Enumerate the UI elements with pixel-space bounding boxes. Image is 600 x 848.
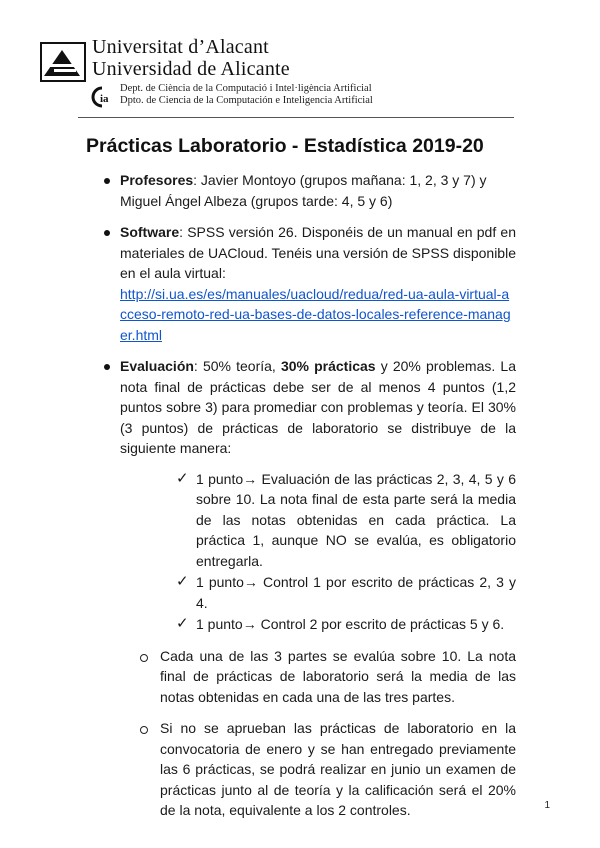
- dccia-logo-icon: [90, 86, 116, 108]
- evaluacion-bold-practicas: 30% prácticas: [280, 358, 376, 374]
- page-title: Prácticas Laboratorio - Estadística 2019-20: [86, 135, 484, 157]
- page-number: 1: [544, 800, 550, 811]
- header-divider: [78, 117, 514, 118]
- svg-text:ia: ia: [100, 93, 109, 105]
- software-text: : SPSS versión 26. Disponéis de un manual en pdf en materiales de UACloud. Tenéis una versión de SPSS disponible en el aula virtual:: [120, 224, 516, 281]
- checkmark-icon: ✓: [176, 615, 189, 632]
- profesores-text: : Javier Montoyo (grupos mañana: 1, 2, 3 y 7) y Miguel Ángel Albeza (grupos tarde: 4, 5 y 6): [120, 172, 487, 209]
- university-name-spanish: Universidad de Alicante: [92, 58, 290, 80]
- bullet-software: [100, 222, 516, 345]
- bullet-profesores: [100, 170, 516, 211]
- sub-bullet-text: Cada una de las 3 partes se evalúa sobre 10. La nota final de prácticas de laboratorio será la media de las notas obtenidas en cada una de las tres partes.: [160, 647, 516, 705]
- hollow-bullet-icon: [140, 726, 148, 734]
- evaluacion-text-a: : 50% teoría,: [193, 358, 281, 374]
- check-item-text: 1 punto→ Control 1 por escrito de prácticas 2, 3 y 4.: [196, 574, 516, 611]
- check-item-text: 1 punto→ Evaluación de las prácticas 2, 3, 4, 5 y 6 sobre 10. La nota final de esta parte será la media de las notas obtenidas en cada práctica. La práctica 1, aunque NO se evalúa, es obligatorio entregarla.: [196, 470, 516, 569]
- checkmark-icon: ✓: [176, 573, 189, 590]
- check-item: [176, 469, 516, 572]
- sub-bullet: [138, 646, 516, 708]
- aula-virtual-link[interactable]: http://si.ua.es/es/manuales/uacloud/redua/red-ua-aula-virtual-acceso-remoto-red-ua-bases-de-datos-locales-reference-manager.html: [120, 285, 511, 343]
- bullet-dot-icon: [104, 364, 110, 370]
- bullet-dot-icon: [104, 178, 110, 184]
- bullet-evaluacion: [100, 356, 516, 821]
- evaluacion-text-c: y 20% problemas. La nota final de prácticas debe ser de al menos 4 puntos (1,2 puntos sobre 3) para promediar con problemas y teoría. El 30% (3 puntos) de prácticas de laboratorio se distribuye de la siguiente manera:: [120, 358, 516, 456]
- department-name-valencian: Dept. de Ciència de la Computació i Intel·ligència Artificial: [120, 83, 372, 94]
- check-item-text: 1 punto→ Control 2 por escrito de prácticas 5 y 6.: [196, 616, 505, 632]
- profesores-label: Profesores: [120, 172, 194, 188]
- evaluacion-label: Evaluación: [120, 358, 194, 374]
- university-name-valencian: Universitat d’Alacant: [92, 36, 269, 58]
- bullet-dot-icon: [104, 230, 110, 236]
- checkmark-icon: ✓: [176, 469, 189, 487]
- software-label: Software: [120, 224, 180, 240]
- hollow-bullet-icon: [140, 654, 148, 662]
- check-item: [176, 614, 516, 635]
- evaluation-breakdown: [176, 469, 516, 635]
- ua-logo-icon: [40, 42, 86, 82]
- check-item: [176, 572, 516, 613]
- department-name-spanish: Dpto. de Ciencia de la Computación e Inteligencia Artificial: [120, 95, 373, 106]
- sub-bullet-text: Si no se aprueban las prácticas de laboratorio en la convocatoria de enero y se han entregado previamente las 6 prácticas, se podrá realizar en junio un examen de prácticas junto al de teoría y la calificación será el 20% de la nota, equivalente a los 2 controles.: [160, 720, 516, 818]
- main-content: [100, 170, 516, 832]
- letterhead: [40, 36, 520, 112]
- sub-bullet: [138, 718, 516, 821]
